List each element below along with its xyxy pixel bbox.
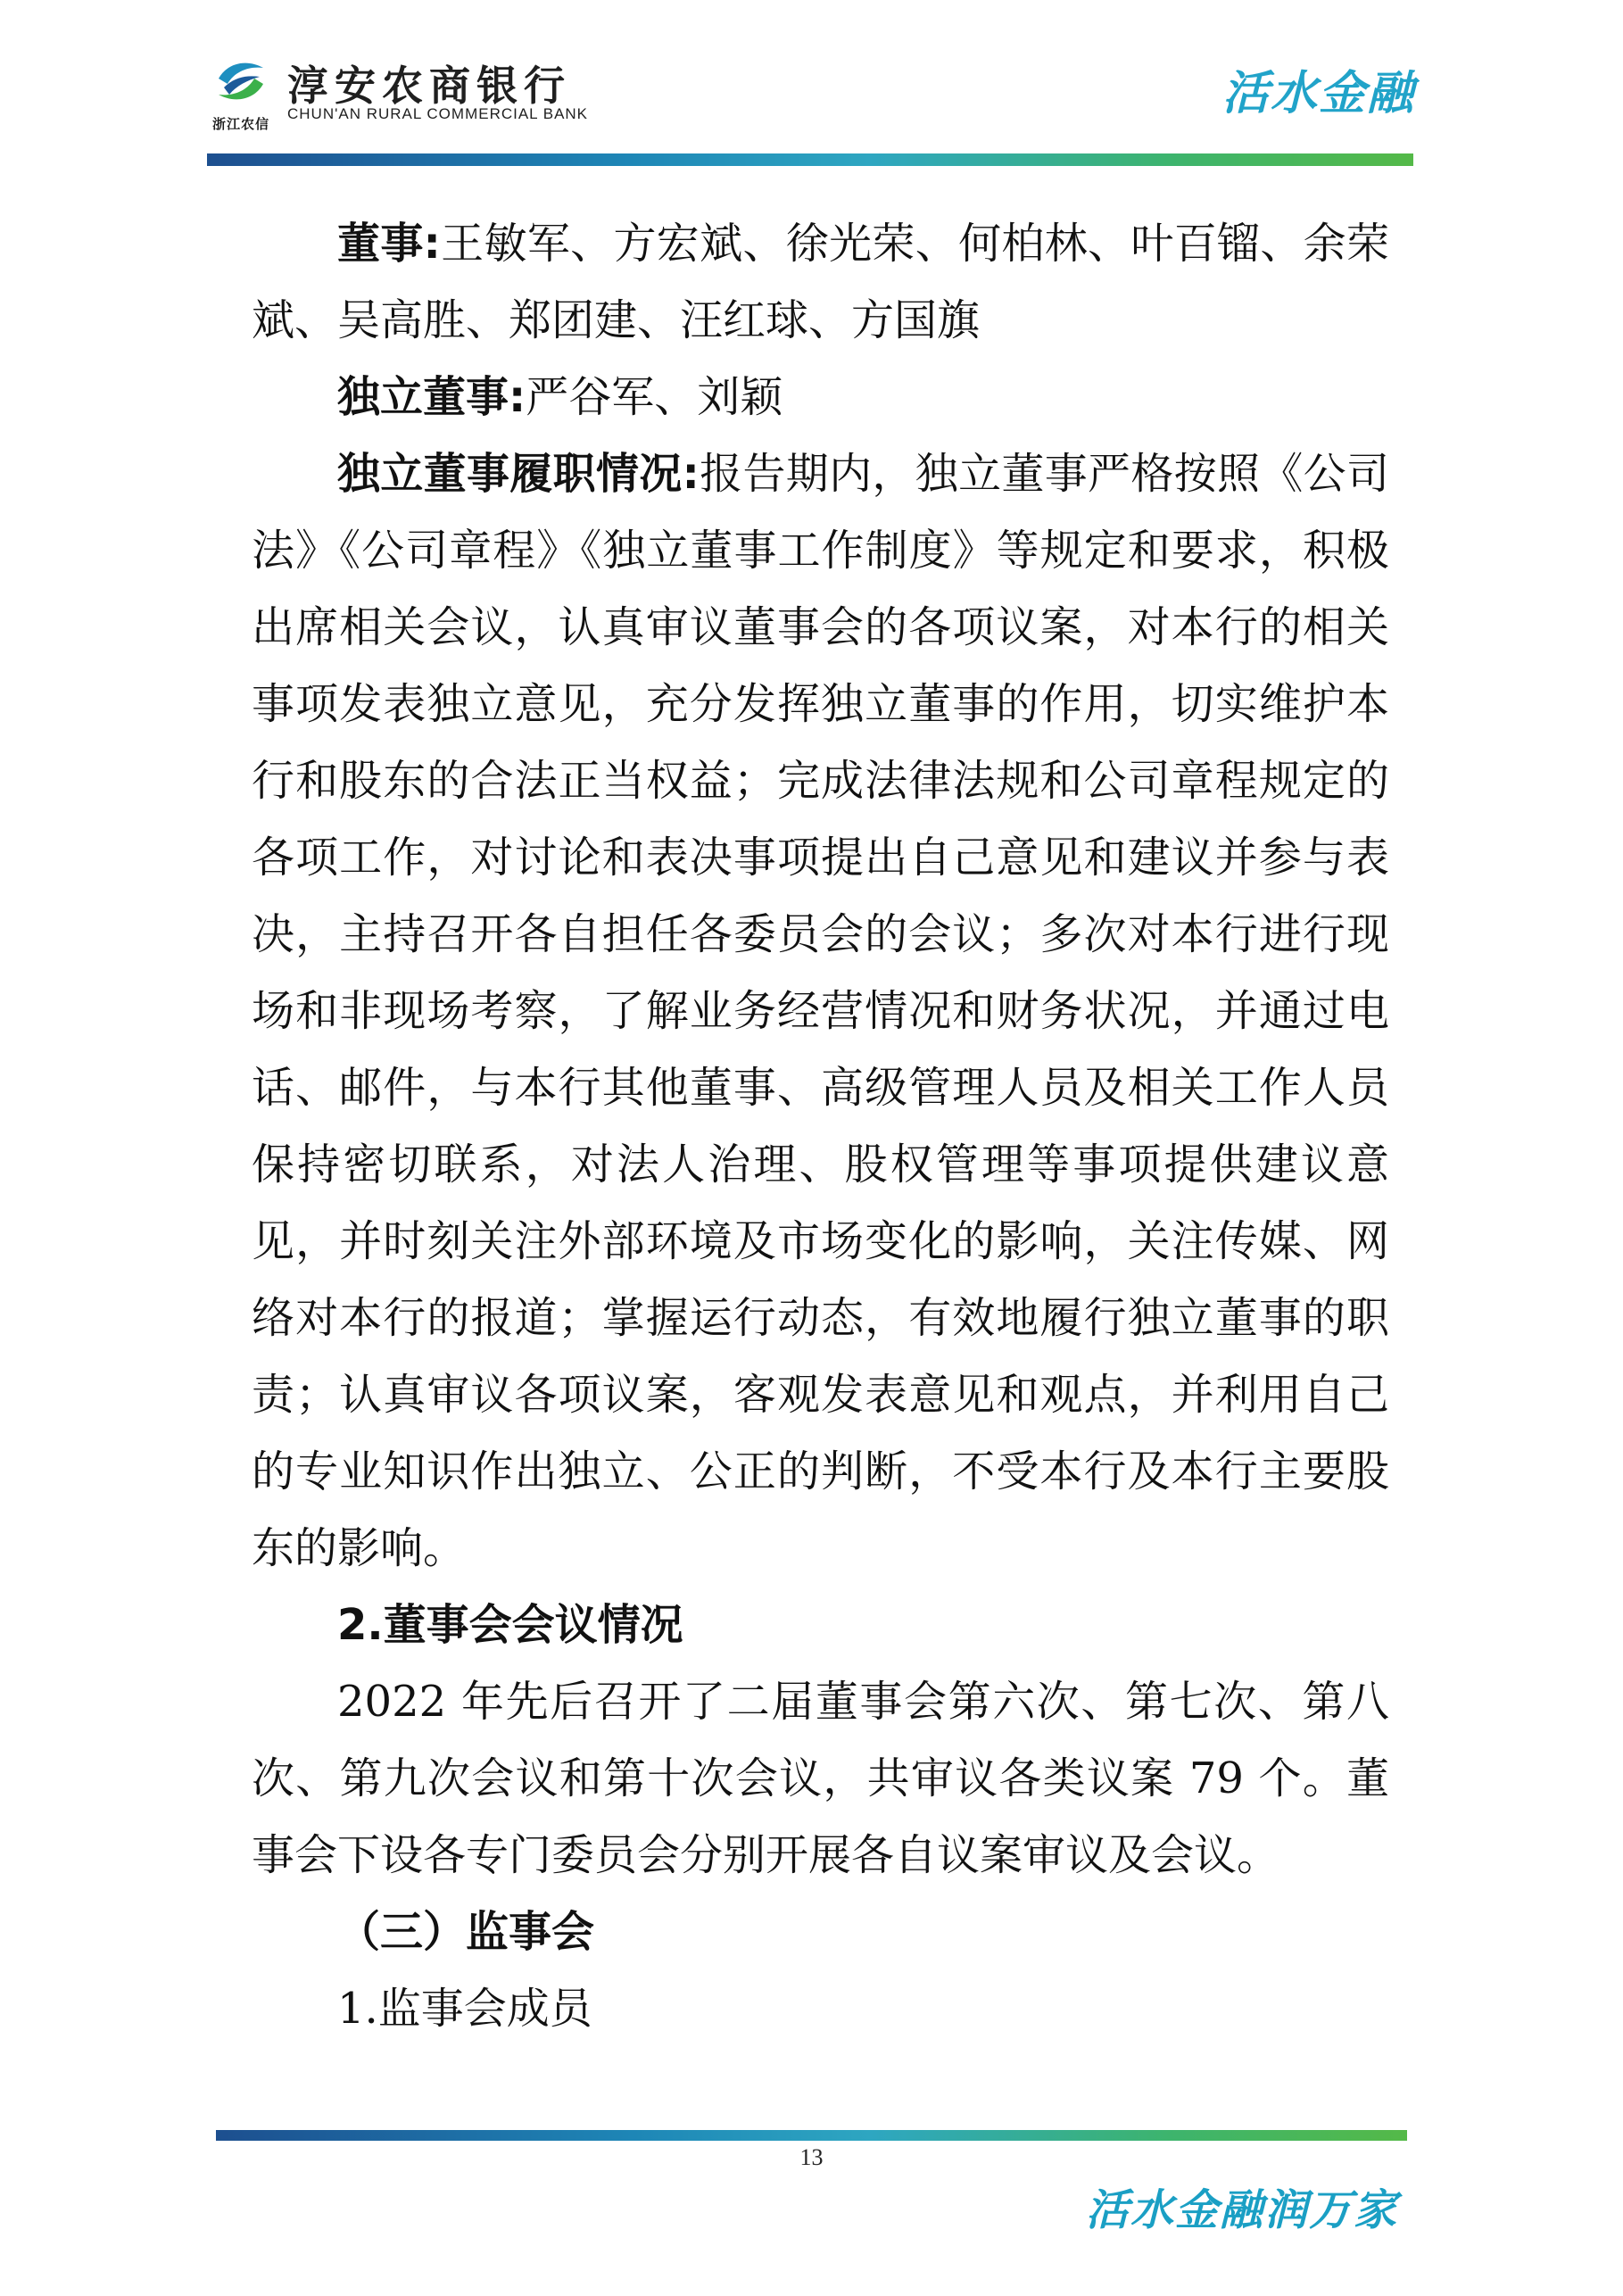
- section-heading: （三）监事会: [337, 1907, 595, 1957]
- page-body: [252, 205, 1389, 2047]
- independent-directors-list: 严谷军、刘颖: [526, 372, 783, 422]
- independent-directors-paragraph: [252, 359, 1389, 435]
- duties-paragraph: [252, 435, 1389, 1587]
- bank-name-en: CHUN'AN RURAL COMMERCIAL BANK: [287, 105, 589, 122]
- directors-label: 董事:: [337, 219, 441, 269]
- duties-text: 报告期内，独立董事严格按照《公司法》《公司章程》《独立董事工作制度》等规定和要求，积极出席相关会议，认真审议董事会的各项议案，对本行的相关事项发表独立意见，充分发挥独立董事的作用，切实维护本行和股东的合法正当权益；完成法律法规和公司章程规定的各项工作，对讨论和表决事项提出自己意见和建议并参与表决，主持召开各自担任各委员会的会议；多次对本行进行现场和非现场考察，了解业务经营情况和财务状况，并通过电话、邮件，与本行其他董事、高级管理人员及相关工作人员保持密切联系，对法人治理、股权管理等事项提供建议意见，并时刻关注外部环境及市场变化的影响，关注传媒、网络对本行的报道；掌握运行动态，有效地履行独立董事的职责；认真审议各项议案，客观发表意见和观点，并利用自己的专业知识作出独立、公正的判断，不受本行及本行主要股东的影响。: [252, 449, 1389, 1573]
- directors-paragraph: [252, 205, 1389, 359]
- directors-list: 王敏军、方宏斌、徐光荣、何柏林、叶百镏、余荣斌、吴高胜、郑团建、汪红球、方国旗: [252, 219, 1389, 345]
- meetings-paragraph: 2022 年先后召开了二届董事会第六次、第七次、第八次、第九次会议和第十次会议，共审议各类议案 79 个。董事会下设各专门委员会分别开展各自议案审议及会议。: [252, 1677, 1389, 1880]
- bank-name-cn: 淳安农商银行: [287, 62, 571, 110]
- bank-logo-icon: [211, 52, 270, 111]
- independent-directors-label: 独立董事:: [337, 372, 526, 422]
- header-divider: [207, 153, 1413, 166]
- footer-slogan: 活水金融润万家: [1085, 2185, 1398, 2235]
- duties-label: 独立董事履职情况:: [337, 449, 700, 499]
- page-number: 13: [799, 2144, 824, 2170]
- footer-divider: [216, 2130, 1407, 2141]
- header-slogan: 活水金融: [1221, 66, 1415, 120]
- members-heading: 1.监事会成员: [337, 1984, 592, 2034]
- logo-caption: 浙江农信: [211, 116, 269, 132]
- meetings-heading: 2.董事会会议情况: [337, 1600, 683, 1650]
